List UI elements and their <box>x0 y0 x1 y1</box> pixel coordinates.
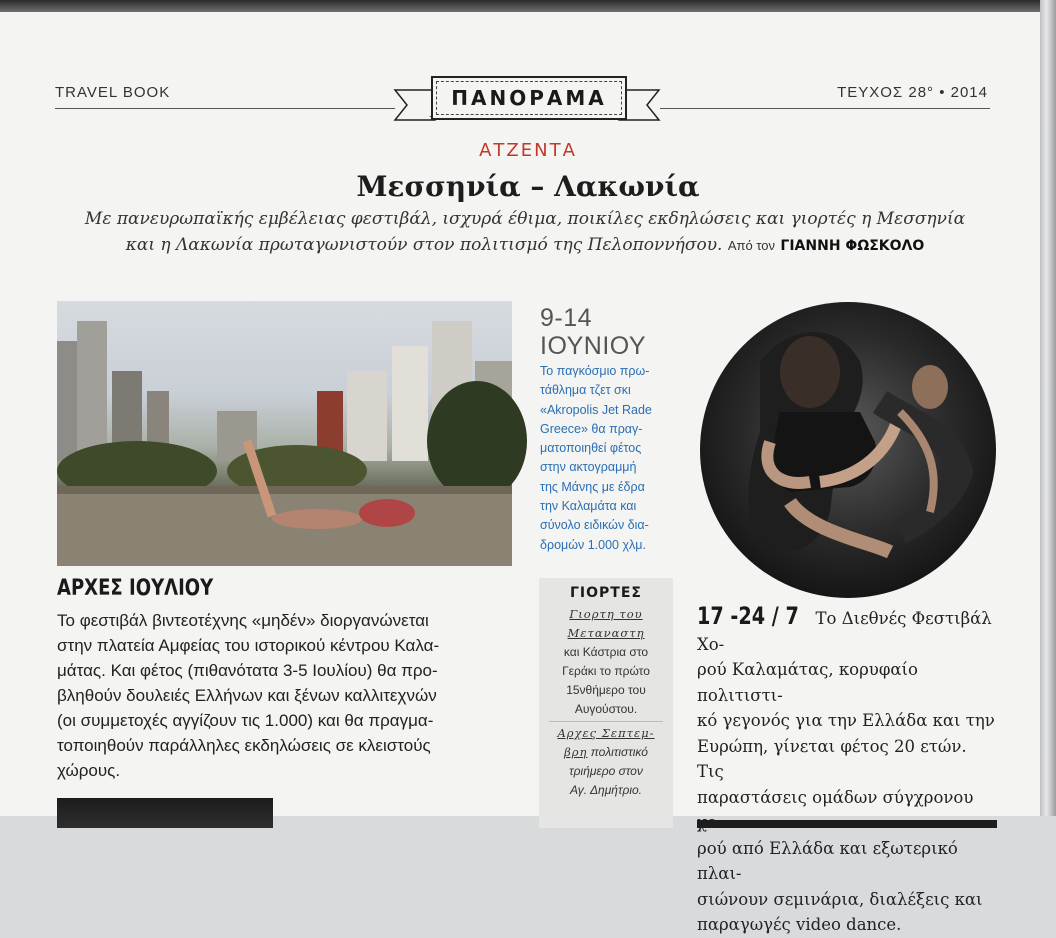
left-article-body <box>57 608 512 783</box>
festival-line: Αγ. Δημήτριο. <box>570 783 642 797</box>
right-line: παραστάσεις ομάδων σύγχρονου <box>697 787 974 807</box>
middle-line: στην ακτογραμμή <box>540 460 637 475</box>
second-photo <box>57 798 273 828</box>
skyline-image-icon <box>57 301 512 566</box>
section-label: ΑΤΖΕΝΤΑ <box>479 140 577 161</box>
left-line: Το φεστιβάλ βιντεοτέχνης «μηδέν» διοργανώνεται <box>57 611 429 630</box>
subtitle-line-2: και η Λακωνία πρωταγωνιστούν στον πολιτισμό της Πελοποννήσου. <box>125 235 723 255</box>
festival-divider <box>549 721 663 722</box>
festival-line: Γεράκι το πρώτο <box>562 664 650 678</box>
middle-date-days: 9-14 <box>540 304 593 332</box>
banner-box <box>431 76 627 120</box>
middle-line: την Καλαμάτα και <box>540 499 637 514</box>
header-rule-left <box>55 108 395 109</box>
right-line: κό γεγονός για την Ελλάδα και την <box>697 711 995 730</box>
festival-2-name-b: βρη <box>564 745 588 759</box>
festival-1-name-a: Γιορτη του <box>569 607 643 621</box>
article-subtitle <box>60 206 990 259</box>
next-photo-edge <box>697 820 997 828</box>
middle-date <box>540 304 646 360</box>
header-rule-right <box>660 108 990 109</box>
subtitle-line-1: Με πανευρωπαϊκής εμβέλειας φεστιβάλ, ισχυρά έθιμα, ποικίλες εκδηλώσεις και γιορτές η Μεσσηνία <box>84 209 966 229</box>
byline-author: ΓΙΑΝΝΗ ΦΩΣΚΟΛΟ <box>780 238 925 254</box>
publication-name: TRAVEL BOOK <box>55 84 171 101</box>
section-banner <box>395 72 659 134</box>
right-line: σιώνουν σεμινάρια, διαλέξεις και <box>697 889 983 909</box>
festival-line: Αυγούστου. <box>574 702 638 716</box>
middle-line: Greece» θα πραγ- <box>540 421 643 436</box>
left-line: τοποιηθούν παράλληλες εκδηλώσεις σε κλειστούς <box>57 736 431 755</box>
festivals-sidebar <box>539 578 673 828</box>
right-article-body <box>697 604 997 938</box>
middle-line: δρομών 1.000 χλμ. <box>540 537 646 552</box>
festival-2-name-a: Αρχες Σεπτεμ- <box>557 726 655 740</box>
article-title: Μεσσηνία – Λακωνία <box>356 170 700 203</box>
festival-line: 15νθήμερο του <box>566 683 646 697</box>
middle-line: ματοποιηθεί φέτος <box>540 441 642 456</box>
middle-line: σύνολο ειδικών δια- <box>540 518 649 533</box>
dancers-circle-photo <box>700 302 996 598</box>
issue-number: ΤΕΥΧΟΣ 28° • 2014 <box>837 84 988 101</box>
page-curl-edge <box>1040 0 1056 816</box>
festival-line: τριήμερο στον <box>569 764 643 778</box>
middle-line: της Μάνης με έδρα <box>540 479 645 494</box>
right-first-line <box>697 604 997 657</box>
left-section-heading: ΑΡΧΕΣ ΙΟΥΛΙΟΥ <box>57 576 214 601</box>
middle-line: «Akropolis Jet Rade <box>540 402 652 417</box>
left-line: μάτας. Και φέτος (πιθανότατα 3-5 Ιουλίου) θα προ- <box>57 661 438 680</box>
middle-line: Το παγκόσμιο πρω- <box>540 364 650 378</box>
city-dance-photo <box>57 301 512 566</box>
right-line: ρού από Ελλάδα και εξωτερικό πλαι- <box>697 838 958 883</box>
left-line: (οι συμμετοχές αγγίζουν τις 1.000) και θα πραγμα- <box>57 711 434 730</box>
left-line: βληθούν δουλειές Ελλήνων και ξένων καλλιτεχνών <box>57 686 437 705</box>
festivals-title: ΓΙΟΡΤΕΣ <box>570 585 642 601</box>
byline-prefix: Από τον <box>727 238 776 253</box>
scan-top-edge <box>0 0 1056 12</box>
magazine-page <box>0 12 1040 934</box>
left-line: στην πλατεία Αμφείας του ιστορικού κέντρου Καλα- <box>57 636 440 655</box>
right-line: Το Διεθνές Φεστιβάλ Χο- <box>697 609 992 654</box>
right-line: Ευρώπη, γίνεται φέτος 20 ετών. Τις <box>697 736 967 781</box>
right-date: 17 -24 / 7 <box>697 602 799 630</box>
right-line: ρού Καλαμάτας, κορυφαίο πολιτιστι- <box>697 660 918 705</box>
middle-line: τάθλημα τζετ σκι <box>540 383 631 398</box>
festival-2-desc: πολιτιστικό <box>587 745 648 759</box>
festival-line: και Κάστρια στο <box>563 645 649 659</box>
middle-date-month: ΙΟΥΝΙΟΥ <box>540 332 647 360</box>
middle-article-body <box>540 362 680 555</box>
banner-title: ΠΑΝΟΡΑΜΑ <box>451 86 607 110</box>
dancers-image-icon <box>700 302 996 598</box>
right-line: παραγωγές video dance. <box>697 915 902 934</box>
left-line: χώρους. <box>57 761 121 780</box>
festival-1-name-b: Μεταναστη <box>567 626 645 640</box>
